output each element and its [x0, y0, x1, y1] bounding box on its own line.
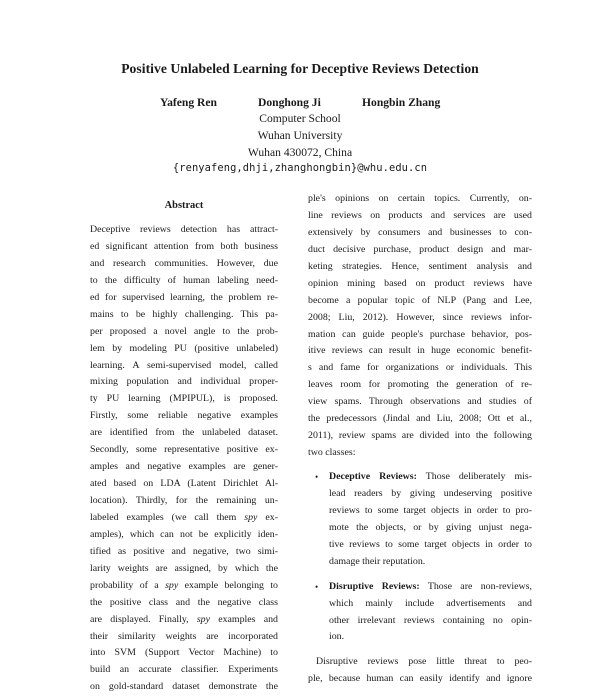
paper-title: Positive Unlabeled Learning for Deceptive Reviews Detection [121, 61, 479, 76]
abstract-line: build an accurate classifier. Experiments [90, 664, 278, 676]
abstract-line: labeled examples (we call them spy ex- [90, 511, 278, 523]
abstract-line: Deceptive reviews detection has attract- [90, 224, 278, 235]
intro-line: line reviews on products and services are used [308, 209, 532, 221]
bullet-item [315, 579, 532, 647]
bullet-line: damage their reputation. [329, 555, 426, 567]
intro-line: ple's opinions on certain topics. Currently, on- [308, 193, 532, 204]
intro-line: view spams. Through observations and studies of [308, 396, 532, 408]
abstract-line: and research communities. However, due [90, 257, 278, 269]
intro-line: become a popular topic of NLP (Pang and Lee, [308, 294, 532, 306]
affiliation-line: Wuhan 430072, China [247, 146, 353, 159]
abstract-line: the positive class and the negative class [90, 596, 278, 608]
bullet-line: Disruptive Reviews: Those are non-reviews, [329, 580, 532, 592]
bullet-line: reviews to some target objects in order to pro- [329, 504, 532, 516]
author-name: Yafeng Ren [160, 96, 218, 109]
bullet-line: mote the objects, or by giving unjust nega- [329, 521, 532, 533]
abstract-line: their similarity weights are incorporated [90, 630, 278, 642]
bullet-icon: • [315, 581, 319, 592]
intro-paragraph-continued [308, 654, 532, 688]
review-class-list [308, 469, 532, 646]
bullet-line: ion. [329, 631, 345, 643]
bullet-line: tive reviews to some target objects in order to [329, 538, 532, 550]
abstract-body [90, 222, 278, 696]
bullet-item [315, 469, 533, 571]
author-name: Donghong Ji [258, 96, 321, 109]
bullet-heading: Deceptive Reviews: [329, 471, 417, 482]
introduction-column [308, 191, 532, 688]
bullet-line: Deceptive Reviews: Those deliberately mis- [329, 471, 533, 482]
intro-line: leaves room for promoting the generation of re- [308, 379, 532, 391]
abstract-line: ty PU learning (MPIPUL), is proposed. [90, 393, 278, 405]
intro-line: opinion mining based on product reviews have [308, 277, 532, 289]
abstract-line: probability of a spy example belonging to [90, 579, 278, 591]
bullet-line: other irrelevant reviews containing no opin- [329, 614, 532, 626]
intro-line: the predecessors (Jindal and Liu, 2008; Ott et al., [308, 413, 532, 425]
intro-line: 2011), review spams are divided into the following [308, 430, 532, 442]
intro-paragraph [308, 191, 532, 462]
abstract-line: on gold-standard dataset demonstrate the [90, 681, 278, 693]
affiliation-line: Wuhan University [257, 129, 343, 142]
intro-line: itive reviews can result in huge economic benefit- [308, 345, 532, 357]
abstract-line: mixing population and individual proper- [90, 376, 278, 388]
abstract-line: Firstly, some reliable negative examples [90, 410, 278, 422]
abstract-line: ated based on LDA (Latent Dirichlet Al- [90, 478, 278, 490]
abstract-line: mains to be highly challenging. This pa- [90, 308, 278, 320]
abstract-line: tified as positive and negative, two simi- [90, 545, 278, 557]
intro-line: keting strategies. Hence, sentiment analysis and [308, 260, 532, 272]
abstract-line: amples and negative examples are gener- [90, 461, 278, 473]
abstract-line: are displayed. Finally, spy examples and [90, 613, 278, 625]
intro-line: mation can guide people's purchase behavior, pos- [308, 328, 532, 340]
abstract-line: per proposed a novel angle to the prob- [90, 325, 278, 337]
bullet-line: lead readers by giving undeserving positive [329, 487, 532, 499]
abstract-line: ed significant attention from both business [90, 240, 278, 252]
abstract-line: to the difficulty of human labeling need- [90, 274, 278, 286]
intro-line: two classes: [308, 447, 356, 459]
abstract-line: Secondly, some representative positive ex- [90, 444, 278, 456]
intro-line: duct decisive purchase, product design and mar- [308, 243, 532, 255]
intro-line: ple, because human can easily identify and ignore [308, 673, 532, 685]
author-email: {renyafeng,dhji,zhanghongbin}@whu.edu.cn [172, 162, 428, 174]
abstract-line: into SVM (Support Vector Machine) to [90, 647, 278, 659]
intro-line: extensively by consumers and businesses to con- [308, 226, 532, 238]
author-list [0, 96, 600, 112]
abstract-column [90, 200, 278, 696]
abstract-line: lem by modeling PU (positive unlabeled) [90, 342, 278, 354]
abstract-line: amples), which can not be explicitly iden- [90, 528, 278, 540]
intro-line: s and fame for organizations or individuals. This [308, 362, 532, 374]
intro-line: 2008; Liu, 2012). However, since reviews infor- [308, 311, 532, 323]
abstract-line: ed for supervised learning, the problem re- [90, 291, 278, 303]
abstract-line: learning. A semi-supervised model, called [90, 359, 278, 371]
intro-line: Disruptive reviews pose little threat to peo- [316, 656, 532, 668]
bullet-icon: • [315, 472, 319, 482]
bullet-heading: Disruptive Reviews: [329, 580, 420, 592]
bullet-line: which mainly include advertisements and [329, 597, 532, 609]
abstract-line: are identified from the unlabeled dataset. [90, 427, 278, 439]
abstract-line: location). Thirdly, for the remaining un- [90, 495, 278, 506]
abstract-line: larity weights are assigned, by which the [90, 562, 278, 574]
abstract-heading: Abstract [164, 200, 204, 211]
affiliation-line: Computer School [259, 112, 341, 125]
author-name: Hongbin Zhang [362, 96, 441, 109]
